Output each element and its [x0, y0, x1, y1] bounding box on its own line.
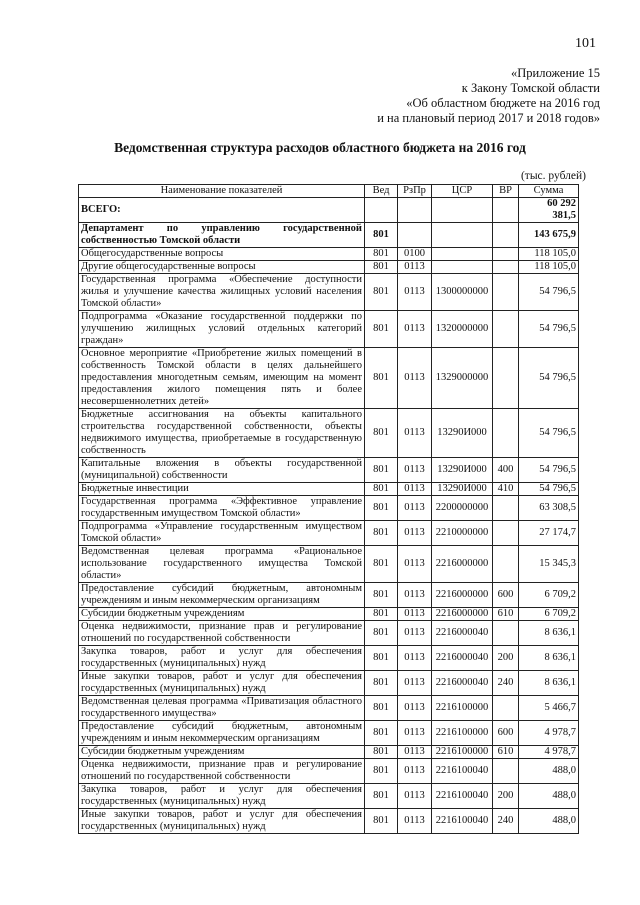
cell-vr [493, 696, 519, 721]
units-label: (тыс. рублей) [520, 170, 586, 182]
cell-ved: 801 [365, 274, 398, 311]
cell-sum: 8 636,1 [519, 621, 579, 646]
cell-ved: 801 [365, 759, 398, 784]
cell-name: Капитальные вложения в объекты государственной (муниципальной) собственности [79, 458, 365, 483]
cell-name: Оценка недвижимости, признание прав и регулирование отношений по государственной собственности [79, 759, 365, 784]
table-row [79, 198, 579, 223]
table-row [79, 274, 579, 311]
cell-sum: 143 675,9 [519, 223, 579, 248]
cell-vr [493, 759, 519, 784]
table-row [79, 721, 579, 746]
cell-sum: 488,0 [519, 784, 579, 809]
cell-sum: 5 466,7 [519, 696, 579, 721]
cell-csr: 2216000000 [432, 583, 493, 608]
table-header-row [79, 185, 579, 198]
cell-ved: 801 [365, 621, 398, 646]
cell-name: Бюджетные ассигнования на объекты капитального строительства государственной собственности, объекты недвижимого имущества, приобретаемые в государственную собственность [79, 409, 365, 458]
cell-vr: 400 [493, 458, 519, 483]
cell-name: Закупка товаров, работ и услуг для обеспечения государственных (муниципальных) нужд [79, 646, 365, 671]
header-csr: ЦСР [432, 185, 493, 198]
cell-sum: 488,0 [519, 809, 579, 834]
cell-sum: 54 796,5 [519, 311, 579, 348]
cell-sum: 54 796,5 [519, 348, 579, 409]
table-row [79, 759, 579, 784]
cell-name: Основное мероприятие «Приобретение жилых помещений в собственность Томской области в целях дальнейшего предоставления многодетным семьям, имеющим на момент предоставления жилого помещения пять и более несовершеннолетних детей» [79, 348, 365, 409]
cell-name: Иные закупки товаров, работ и услуг для обеспечения государственных (муниципальных) нужд [79, 809, 365, 834]
table-row [79, 696, 579, 721]
cell-name: Другие общегосударственные вопросы [79, 261, 365, 274]
cell-ved [365, 198, 398, 223]
cell-ved: 801 [365, 311, 398, 348]
cell-csr: 2216000040 [432, 621, 493, 646]
cell-vr: 610 [493, 746, 519, 759]
table-row [79, 521, 579, 546]
cell-name: Оценка недвижимости, признание прав и регулирование отношений по государственной собственности [79, 621, 365, 646]
cell-vr [493, 311, 519, 348]
cell-csr: 2216100000 [432, 696, 493, 721]
page-number: 101 [575, 36, 596, 51]
cell-ved: 801 [365, 784, 398, 809]
cell-vr [493, 223, 519, 248]
cell-csr [432, 261, 493, 274]
cell-rzpr: 0113 [398, 583, 432, 608]
cell-csr: 2200000000 [432, 496, 493, 521]
cell-csr [432, 198, 493, 223]
table-row [79, 809, 579, 834]
cell-rzpr: 0113 [398, 621, 432, 646]
table-row [79, 496, 579, 521]
table-row [79, 546, 579, 583]
cell-rzpr: 0113 [398, 646, 432, 671]
cell-ved: 801 [365, 721, 398, 746]
cell-vr [493, 496, 519, 521]
cell-name: Государственная программа «Обеспечение доступности жилья и улучшение качества жилищных условий населения Томской области» [79, 274, 365, 311]
cell-csr: 2216100040 [432, 809, 493, 834]
cell-csr: 2210000000 [432, 521, 493, 546]
table-row [79, 671, 579, 696]
cell-ved: 801 [365, 671, 398, 696]
cell-ved: 801 [365, 521, 398, 546]
table-row [79, 608, 579, 621]
table-row [79, 348, 579, 409]
header-rzpr: РзПр [398, 185, 432, 198]
cell-rzpr: 0113 [398, 671, 432, 696]
cell-csr: 13290И000 [432, 458, 493, 483]
cell-name: Закупка товаров, работ и услуг для обеспечения государственных (муниципальных) нужд [79, 784, 365, 809]
cell-ved: 801 [365, 546, 398, 583]
cell-vr: 240 [493, 809, 519, 834]
cell-sum: 488,0 [519, 759, 579, 784]
table-row [79, 223, 579, 248]
cell-name: Государственная программа «Эффективное управление государственным имуществом Томской области» [79, 496, 365, 521]
cell-ved: 801 [365, 696, 398, 721]
table-row [79, 784, 579, 809]
cell-csr: 2216100040 [432, 759, 493, 784]
cell-csr [432, 223, 493, 248]
cell-vr: 410 [493, 483, 519, 496]
cell-sum: 118 105,0 [519, 248, 579, 261]
cell-rzpr: 0113 [398, 261, 432, 274]
table-row [79, 746, 579, 759]
cell-rzpr: 0113 [398, 521, 432, 546]
cell-name: Субсидии бюджетным учреждениям [79, 608, 365, 621]
cell-rzpr: 0113 [398, 721, 432, 746]
cell-name: Ведомственная целевая программа «Приватизация областного государственного имущества» [79, 696, 365, 721]
cell-rzpr: 0113 [398, 483, 432, 496]
cell-name: Субсидии бюджетным учреждениям [79, 746, 365, 759]
cell-csr: 1329000000 [432, 348, 493, 409]
cell-vr [493, 198, 519, 223]
appendix-header [377, 66, 600, 126]
cell-name: Ведомственная целевая программа «Рациональное использование государственного имущества Томской области» [79, 546, 365, 583]
cell-csr: 2216000040 [432, 671, 493, 696]
cell-ved: 801 [365, 409, 398, 458]
cell-csr: 13290И000 [432, 409, 493, 458]
header-name: Наименование показателей [79, 185, 365, 198]
cell-ved: 801 [365, 483, 398, 496]
cell-name: Бюджетные инвестиции [79, 483, 365, 496]
cell-name: Предоставление субсидий бюджетным, автономным учреждениям и иным некоммерческим организациям [79, 721, 365, 746]
cell-name: Подпрограмма «Оказание государственной поддержки по улучшению жилищных условий отдельных категорий граждан» [79, 311, 365, 348]
cell-sum: 27 174,7 [519, 521, 579, 546]
header-sum: Сумма [519, 185, 579, 198]
cell-csr: 1300000000 [432, 274, 493, 311]
cell-vr [493, 409, 519, 458]
table-body [79, 198, 579, 834]
cell-vr [493, 274, 519, 311]
table-row [79, 621, 579, 646]
cell-csr: 13290И000 [432, 483, 493, 496]
cell-vr [493, 521, 519, 546]
cell-ved: 801 [365, 746, 398, 759]
cell-ved: 801 [365, 223, 398, 248]
cell-ved: 801 [365, 348, 398, 409]
cell-sum: 15 345,3 [519, 546, 579, 583]
cell-vr [493, 261, 519, 274]
appendix-line: «Об областном бюджете на 2016 год [406, 96, 600, 110]
cell-name: Общегосударственные вопросы [79, 248, 365, 261]
cell-ved: 801 [365, 646, 398, 671]
table-row [79, 583, 579, 608]
cell-sum: 4 978,7 [519, 746, 579, 759]
cell-sum: 63 308,5 [519, 496, 579, 521]
cell-ved: 801 [365, 458, 398, 483]
cell-rzpr: 0113 [398, 496, 432, 521]
header-ved: Вед [365, 185, 398, 198]
cell-vr: 600 [493, 721, 519, 746]
cell-rzpr: 0113 [398, 311, 432, 348]
cell-sum: 4 978,7 [519, 721, 579, 746]
cell-ved: 801 [365, 809, 398, 834]
cell-name: Департамент по управлению государственной собственностью Томской области [79, 223, 365, 248]
table-row [79, 261, 579, 274]
cell-ved: 801 [365, 583, 398, 608]
cell-sum: 6 709,2 [519, 583, 579, 608]
budget-table [78, 184, 579, 834]
cell-ved: 801 [365, 608, 398, 621]
cell-name: ВСЕГО: [79, 198, 365, 223]
cell-sum: 6 709,2 [519, 608, 579, 621]
cell-rzpr: 0113 [398, 348, 432, 409]
cell-sum: 60 292 381,5 [519, 198, 579, 223]
cell-rzpr: 0113 [398, 546, 432, 583]
cell-rzpr: 0113 [398, 274, 432, 311]
cell-rzpr: 0113 [398, 746, 432, 759]
cell-rzpr: 0113 [398, 784, 432, 809]
table-row [79, 311, 579, 348]
cell-vr: 600 [493, 583, 519, 608]
cell-rzpr: 0113 [398, 809, 432, 834]
cell-rzpr [398, 198, 432, 223]
appendix-line: и на плановый период 2017 и 2018 годов» [377, 111, 600, 125]
cell-sum: 8 636,1 [519, 646, 579, 671]
cell-csr: 2216000000 [432, 546, 493, 583]
cell-rzpr: 0113 [398, 608, 432, 621]
cell-vr: 200 [493, 646, 519, 671]
appendix-line: к Закону Томской области [461, 81, 600, 95]
table-row [79, 483, 579, 496]
cell-csr: 2216100000 [432, 746, 493, 759]
table-row [79, 458, 579, 483]
cell-vr: 610 [493, 608, 519, 621]
cell-vr: 240 [493, 671, 519, 696]
document-title: Ведомственная структура расходов областного бюджета на 2016 год [114, 140, 526, 155]
cell-rzpr: 0113 [398, 696, 432, 721]
cell-ved: 801 [365, 248, 398, 261]
cell-csr: 2216000040 [432, 646, 493, 671]
table-row [79, 646, 579, 671]
cell-rzpr: 0113 [398, 759, 432, 784]
cell-vr [493, 248, 519, 261]
cell-sum: 54 796,5 [519, 458, 579, 483]
cell-ved: 801 [365, 496, 398, 521]
cell-sum: 8 636,1 [519, 671, 579, 696]
cell-vr: 200 [493, 784, 519, 809]
header-vr: ВР [493, 185, 519, 198]
cell-name: Подпрограмма «Управление государственным имуществом Томской области» [79, 521, 365, 546]
appendix-line: «Приложение 15 [511, 66, 600, 80]
cell-rzpr: 0100 [398, 248, 432, 261]
cell-csr: 2216100040 [432, 784, 493, 809]
cell-name: Предоставление субсидий бюджетным, автономным учреждениям и иным некоммерческим организациям [79, 583, 365, 608]
cell-vr [493, 546, 519, 583]
cell-vr [493, 348, 519, 409]
cell-csr: 2216000000 [432, 608, 493, 621]
cell-sum: 54 796,5 [519, 409, 579, 458]
cell-sum: 54 796,5 [519, 274, 579, 311]
cell-vr [493, 621, 519, 646]
cell-csr [432, 248, 493, 261]
cell-rzpr: 0113 [398, 409, 432, 458]
cell-sum: 118 105,0 [519, 261, 579, 274]
table-row [79, 409, 579, 458]
table-row [79, 248, 579, 261]
cell-csr: 1320000000 [432, 311, 493, 348]
cell-rzpr [398, 223, 432, 248]
cell-rzpr: 0113 [398, 458, 432, 483]
cell-csr: 2216100000 [432, 721, 493, 746]
cell-ved: 801 [365, 261, 398, 274]
cell-sum: 54 796,5 [519, 483, 579, 496]
cell-name: Иные закупки товаров, работ и услуг для обеспечения государственных (муниципальных) нужд [79, 671, 365, 696]
